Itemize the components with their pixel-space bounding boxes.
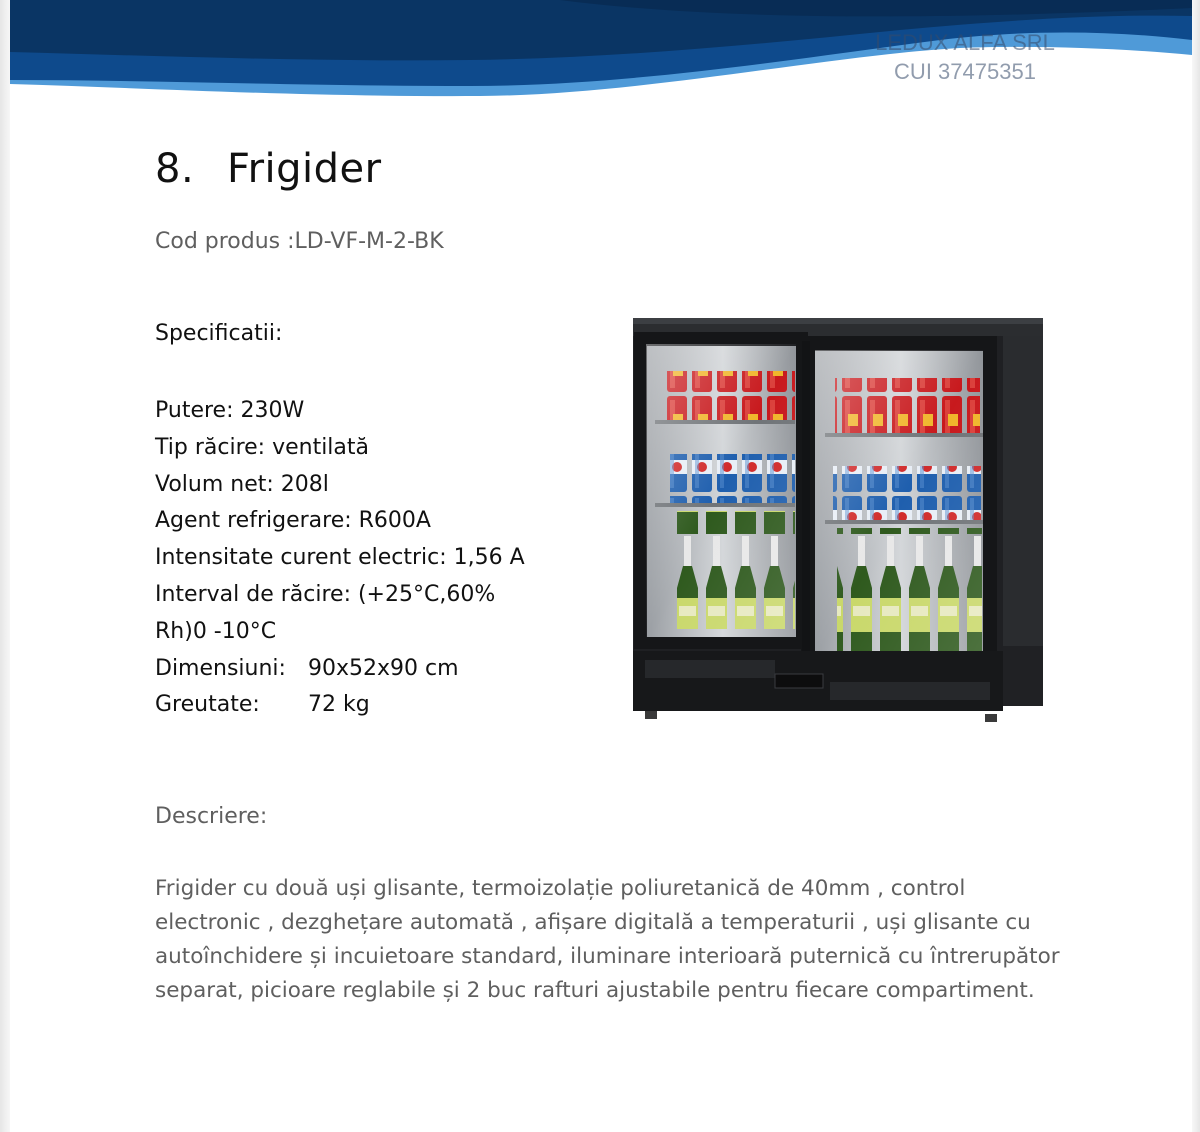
spec-dimensions xyxy=(155,651,525,688)
spec-label: Dimensiuni: xyxy=(155,655,286,681)
page-edge-left xyxy=(0,0,10,1132)
spec-line: Agent refrigerare: R600A xyxy=(155,508,431,534)
spec-line: Rh)0 -10°C xyxy=(155,618,277,644)
spec-line: Putere: 230W xyxy=(155,398,305,423)
company-cui: CUI 37475351 xyxy=(894,59,1036,84)
fridge-image xyxy=(615,296,1060,746)
spec-label: Greutate: xyxy=(155,692,260,718)
spec-line: Tip răcire: ventilată xyxy=(155,434,370,460)
spec-line: Intensitate curent electric: 1,56 A xyxy=(155,545,525,571)
product-title xyxy=(155,146,382,192)
spec-value: 72 kg xyxy=(308,692,370,718)
description-text: Frigider cu două uși glisante, termoizolație poliuretanică de 40mm , control electronic , dezghețare automată , afișare digitală a temperaturii , uși glisante cu autoînchidere și incuietoare standard, iluminare interioară puternică cu întrerupător separat, picioare reglabile și 2 buc rafturi ajustabile pentru fiecare compartiment. xyxy=(155,876,1060,1003)
spec-line: Interval de răcire: (+25°C,60% xyxy=(155,581,496,607)
spec-weight xyxy=(155,687,525,724)
product-code: Cod produs :LD-VF-M-2-BK xyxy=(155,229,444,254)
product-number: 8. xyxy=(155,146,195,192)
spec-value: 90x52x90 cm xyxy=(308,655,459,681)
spec-line: Volum net: 208l xyxy=(155,471,329,497)
company-name: LEDUX ALFA SRL xyxy=(875,30,1055,55)
page-edge-right xyxy=(1192,0,1200,1132)
specs-list xyxy=(155,393,525,724)
company-info xyxy=(860,28,1070,86)
specs-heading: Specificatii: xyxy=(155,321,283,346)
description-heading: Descriere: xyxy=(155,804,268,829)
product-name: Frigider xyxy=(227,146,382,192)
